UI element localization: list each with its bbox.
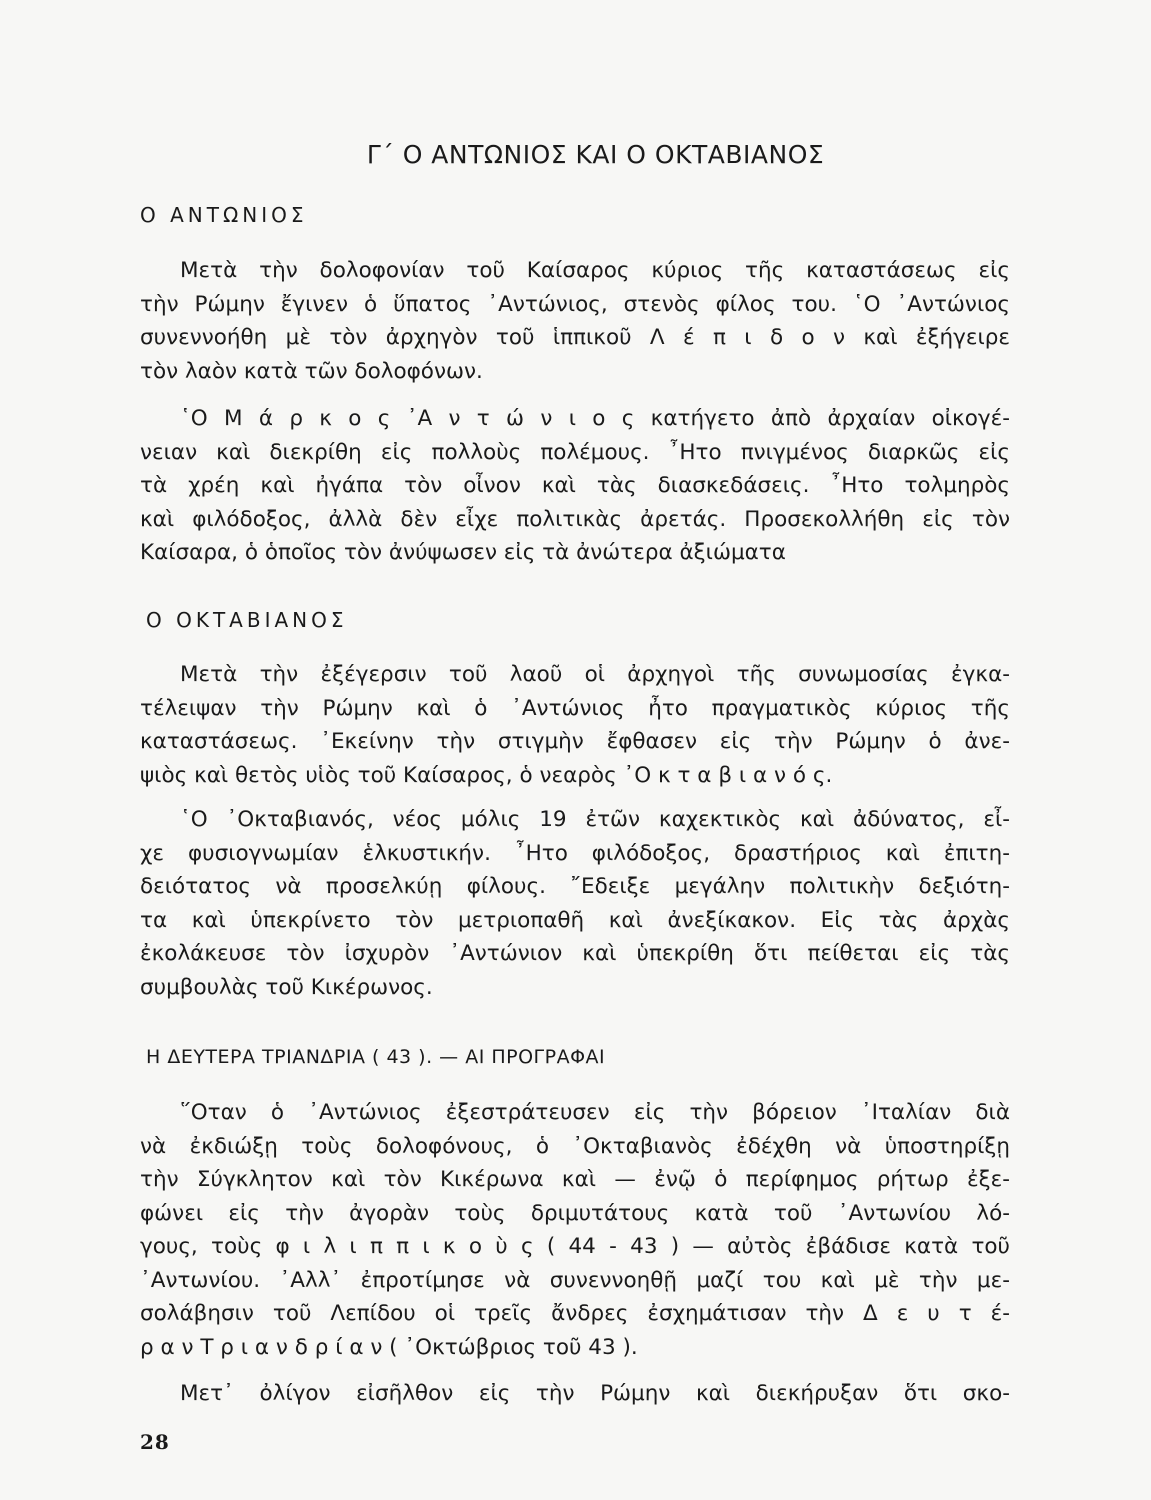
text-line: ῾Ο ᾿Οκταβιανός, νέος μόλις 19 ἐτῶν καχεκτικὸς καὶ ἀδύνατος, εἶ-: [180, 807, 1010, 832]
text-line: χε φυσιογνωμίαν ἑλκυστικήν. ῏Ητο φιλόδοξος, δραστήριος καὶ ἐπιτη-: [140, 840, 1010, 866]
paragraph-oktavianos-1: [140, 658, 1010, 792]
chapter-title: Γ΄ Ο ΑΝΤΩΝΙΟΣ ΚΑΙ Ο ΟΚΤΑΒΙΑΝΟΣ: [366, 140, 825, 169]
text-line: τα καὶ ὑπεκρίνετο τὸν μετριοπαθῆ καὶ ἀνεξίκακον. Εἰς τὰς ἀρχὰς: [140, 907, 1010, 933]
text-line: Μετὰ τὴν ἐξέγερσιν τοῦ λαοῦ οἱ ἀρχηγοὶ τῆς συνωμοσίας ἐγκα-: [180, 662, 1010, 687]
text-line: νὰ ἐκδιώξῃ τοὺς δολοφόνους, ὁ ᾿Οκταβιανὸς ἐδέχθη νὰ ὑποστηρίξῃ: [140, 1133, 1010, 1159]
paragraph-antonios-1: [140, 254, 1010, 388]
text-line: φώνει εἰς τὴν ἀγορὰν τοὺς δριμυτάτους κατὰ τοῦ ᾿Αντωνίου λό-: [140, 1200, 1010, 1226]
section-heading-oktavianos: Ο ΟΚΤΑΒΙΑΝΟΣ: [146, 608, 348, 632]
text-line: ῞Οταν ὁ ᾿Αντώνιος ἐξεστράτευσεν εἰς τὴν βόρειον ᾿Ιταλίαν διὰ: [180, 1100, 1010, 1125]
text-line: τὸν λαὸν κατὰ τῶν δολοφόνων.: [140, 358, 483, 384]
text-line: γους, τοὺς φ ι λ ι π π ι κ ο ὺ ς ( 44 - 43 ) — αὐτὸς ἐβάδισε κατὰ τοῦ: [140, 1234, 1010, 1259]
text-line: ῾Ο Μ ά ρ κ ο ς ᾿Α ν τ ώ ν ι ο ς κατήγετο ἀπὸ ἀρχαίαν οἰκογέ-: [180, 406, 1010, 431]
text-line: καὶ φιλόδοξος, ἀλλὰ δὲν εἶχε πολιτικὰς ἀρετάς. Προσεκολλήθη εἰς τὸν: [140, 506, 1010, 532]
text-line: τέλειψαν τὴν Ρώμην καὶ ὁ ᾿Αντώνιος ἦτο πραγματικὸς κύριος τῆς: [140, 695, 1010, 721]
text-line: Μετὰ τὴν δολοφονίαν τοῦ Καίσαρος κύριος τῆς καταστάσεως εἰς: [180, 258, 1010, 283]
text-line: τὰ χρέη καὶ ἠγάπα τὸν οἶνον καὶ τὰς διασκεδάσεις. ῏Ητο τολμηρὸς: [140, 473, 1010, 498]
text-line: ρ α ν Τ ρ ι α ν δ ρ ί α ν ( ᾿Οκτώβριος τοῦ 43 ).: [140, 1334, 638, 1360]
text-line: συνεννοήθη μὲ τὸν ἀρχηγὸν τοῦ ἱππικοῦ Λ έ π ι δ ο ν καὶ ἐξήγειρε: [140, 325, 1010, 350]
paragraph-triandria-2: [140, 1377, 1010, 1411]
text-line: Μετ᾿ ὀλίγον εἰσῆλθον εἰς τὴν Ρώμην καὶ διεκήρυξαν ὅτι σκο-: [180, 1381, 1010, 1406]
section-heading-triandria: Η ΔΕΥΤΕΡΑ ΤΡΙΑΝΔΡΙΑ ( 43 ). — ΑΙ ΠΡΟΓΡΑΦΑΙ: [146, 1046, 606, 1068]
section-heading-antonios: Ο ΑΝΤΩΝΙΟΣ: [140, 203, 308, 227]
paragraph-oktavianos-2: [140, 803, 1010, 1004]
text-line: Καίσαρα, ὁ ὁποῖος τὸν ἀνύψωσεν εἰς τὰ ἀνώτερα ἀξιώματα: [140, 540, 786, 565]
text-line: νειαν καὶ διεκρίθη εἰς πολλοὺς πολέμους. ῏Ητο πνιγμένος διαρκῶς εἰς: [140, 439, 1010, 465]
text-line: σολάβησιν τοῦ Λεπίδου οἱ τρεῖς ἄνδρες ἐσχημάτισαν τὴν Δ ε υ τ έ-: [140, 1301, 1010, 1326]
paragraph-triandria-1: [140, 1096, 1010, 1364]
text-line: συμβουλὰς τοῦ Κικέρωνος.: [140, 974, 433, 1000]
page-number: 28: [140, 1430, 170, 1454]
text-line: τὴν Ρώμην ἔγινεν ὁ ὕπατος ᾿Αντώνιος, στενὸς φίλος του. ῾Ο ᾿Αντώνιος: [140, 291, 1010, 317]
paragraph-antonios-2: [140, 402, 1010, 570]
text-line: ᾿Αντωνίου. ᾿Αλλ᾿ ἐπροτίμησε νὰ συνεννοηθῇ μαζί του καὶ μὲ τὴν με-: [140, 1267, 1010, 1293]
text-line: καταστάσεως. ᾿Εκείνην τὴν στιγμὴν ἔφθασεν εἰς τὴν Ρώμην ὁ ἀνε-: [140, 729, 1010, 754]
text-line: ἐκολάκευσε τὸν ἰσχυρὸν ᾿Αντώνιον καὶ ὑπεκρίθη ὅτι πείθεται εἰς τὰς: [140, 941, 1010, 966]
text-line: ψιὸς καὶ θετὸς υἱὸς τοῦ Καίσαρος, ὁ νεαρὸς ᾿Ο κ τ α β ι α ν ό ς.: [140, 762, 833, 788]
text-line: δειότατος νὰ προσελκύῃ φίλους. ῎Εδειξε μεγάλην πολιτικὴν δεξιότη-: [140, 874, 1010, 899]
text-line: τὴν Σύγκλητον καὶ τὸν Κικέρωνα καὶ — ἐνῷ ὁ περίφημος ρήτωρ ἐξε-: [140, 1167, 1010, 1192]
